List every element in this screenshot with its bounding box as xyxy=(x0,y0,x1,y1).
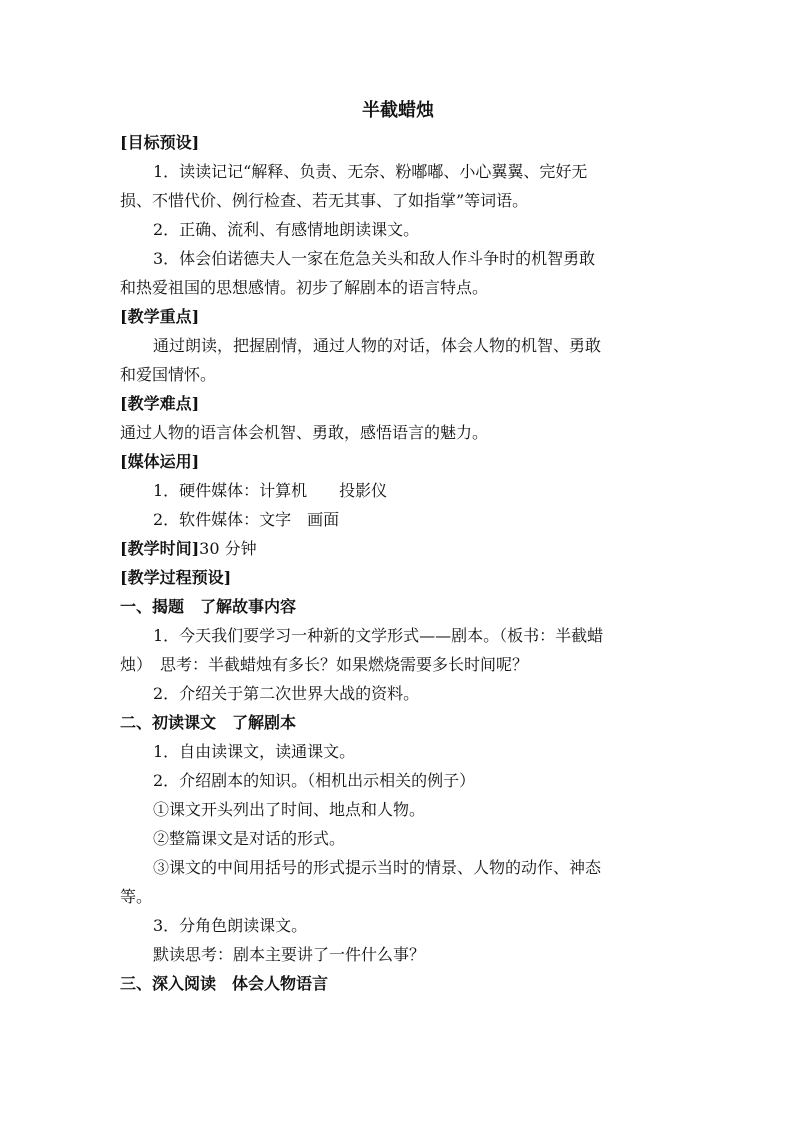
section-heading-inline xyxy=(120,534,676,563)
section-heading: [目标预设] xyxy=(120,133,200,152)
paragraph-line: 2．介绍关于第二次世界大战的资料。 xyxy=(153,684,420,703)
paragraph-line: 和爱国情怀。 xyxy=(120,365,217,384)
document-title: 半截蜡烛 xyxy=(362,100,434,121)
section-heading: [媒体运用] xyxy=(120,452,200,471)
paragraph-line: 损、不惜代价、例行检查、若无其事、了如指掌”等词语。 xyxy=(120,191,529,210)
paragraph-line: 1．读读记记“解释、负责、无奈、粉嘟嘟、小心翼翼、完好无 xyxy=(153,162,588,181)
paragraph-line: 和热爱祖国的思想感情。初步了解剧本的语言特点。 xyxy=(120,278,489,297)
paragraph-line: 2．软件媒体：文字 画面 xyxy=(153,510,340,529)
paragraph-line: 通过人物的语言体会机智、勇敢，感悟语言的魅力。 xyxy=(120,423,489,442)
paragraph-line: 烛） 思考：半截蜡烛有多长？如果燃烧需要多长时间呢？ xyxy=(120,655,529,674)
section-heading: [教学过程预设] xyxy=(120,568,232,587)
section-heading: 三、深入阅读 体会人物语言 xyxy=(120,974,329,993)
paragraph-line: 通过朗读，把握剧情，通过人物的对话，体会人物的机智、勇敢 xyxy=(153,336,602,355)
paragraph-line: 3．体会伯诺德夫人一家在危急关头和敌人作斗争时的机智勇敢 xyxy=(153,249,596,268)
paragraph-line: 默读思考：剧本主要讲了一件什么事？ xyxy=(153,945,426,964)
paragraph-line: 1．硬件媒体：计算机 投影仪 xyxy=(153,481,388,500)
document-body xyxy=(120,128,676,998)
section-heading: [教学难点] xyxy=(120,394,200,413)
paragraph-line: 1．今天我们要学习一种新的文学形式——剧本。（板书：半截蜡 xyxy=(153,626,604,645)
paragraph-line: 2．正确、流利、有感情地朗读课文。 xyxy=(153,220,420,239)
section-heading: [教学重点] xyxy=(120,307,200,326)
paragraph-line: ①课文开头列出了时间、地点和人物。 xyxy=(153,800,426,819)
paragraph-line: ②整篇课文是对话的形式。 xyxy=(153,829,346,848)
document-page xyxy=(120,96,676,998)
paragraph-line: 1．自由读课文，读通课文。 xyxy=(153,742,356,761)
paragraph-line: ③课文的中间用括号的形式提示当时的情景、人物的动作、神态 xyxy=(153,858,602,877)
paragraph-line: 3．分角色朗读课文。 xyxy=(153,916,308,935)
section-heading: 一、揭题 了解故事内容 xyxy=(120,597,297,616)
section-heading: [教学时间] xyxy=(120,539,200,558)
paragraph-line: 等。 xyxy=(120,887,153,906)
section-heading: 二、初读课文 了解剧本 xyxy=(120,713,297,732)
paragraph-line: 2．介绍剧本的知识。（相机出示相关的例子） xyxy=(153,771,476,790)
section-value: 30 分钟 xyxy=(199,539,257,558)
